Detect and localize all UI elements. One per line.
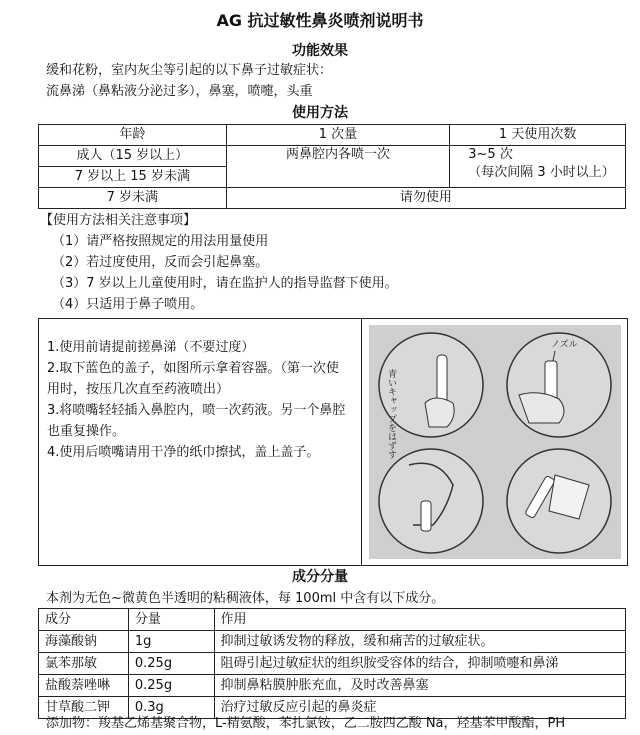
cap-label: 青いキャップをはずす [386, 369, 396, 459]
ingredient-name: 氯苯那敏 [39, 653, 129, 675]
composition-table [38, 608, 626, 719]
table-row [39, 188, 626, 209]
ingredient-name: 甘草酸二钾 [39, 697, 129, 719]
note-item: （1）请严格按照规定的用法用量使用 [52, 234, 269, 249]
times-value: 3~5 次 [468, 147, 513, 162]
table-row [39, 609, 626, 631]
step-item: 2.取下蓝色的盖子，如图所示拿着容器。（第一次使用时，按压几次直至药液喷出） [47, 361, 339, 397]
times-interval: （每次间隔 3 小时以上） [468, 164, 615, 180]
ingredient-name: 海藻酸钠 [39, 631, 129, 653]
ingredient-amount: 0.25g [128, 653, 214, 675]
table-row [39, 631, 626, 653]
note-item: （3）7 岁以上儿童使用时，请在监护人的指导监督下使用。 [52, 276, 398, 291]
effect-line-1: 缓和花粉，室内灰尘等引起的以下鼻子过敏症状： [46, 63, 333, 78]
note-item: （4）只适用于鼻子喷用。 [52, 297, 204, 312]
nozzle-label: ノズル [551, 340, 578, 350]
effect-heading: 功能效果 [292, 43, 348, 59]
hand-icon [425, 398, 454, 427]
notes-heading: 【使用方法相关注意事项】 [40, 213, 197, 228]
table-row [39, 125, 626, 146]
header-daily: 1 天使用次数 [450, 125, 626, 146]
age-under-7: 7 岁未满 [39, 188, 227, 209]
step-item: 3.将喷嘴轻轻插入鼻腔内，喷一次药液。另一个鼻腔也重复操作。 [47, 403, 346, 439]
ingredient-amount: 0.3g [128, 697, 214, 719]
ingredient-effect: 抑制鼻粘膜肿胀充血，及时改善鼻塞 [214, 675, 625, 697]
spray-bottle-icon [437, 355, 447, 405]
usage-heading: 使用方法 [292, 105, 348, 121]
ingredient-amount: 1g [128, 631, 214, 653]
no-use-cell: 请勿使用 [226, 188, 625, 209]
ingredient-effect: 阻碍引起过敏症状的组织胺受容体的结合，抑制喷嚏和鼻涕 [214, 653, 625, 675]
document-title: AG 抗过敏性鼻炎喷剂说明书 [216, 11, 424, 30]
ingredient-name: 盐酸萘唑啉 [39, 675, 129, 697]
effect-line-2: 流鼻涕（鼻粘液分泌过多），鼻塞，喷嚏，头重 [46, 84, 313, 99]
additives-line: 添加物：羧基乙烯基聚合物，L-精氨酸，苯扎氯铵，乙二胺四乙酸 Na，羟基苯甲酸酯，PH [46, 716, 566, 731]
dose-cell: 两鼻腔内各喷一次 [226, 146, 450, 188]
composition-heading: 成分分量 [292, 569, 348, 585]
header-ingredient: 成分 [39, 609, 129, 631]
age-child: 7 岁以上 15 岁未满 [39, 167, 227, 188]
header-amount: 分量 [128, 609, 214, 631]
note-item: （2）若过度使用，反而会引起鼻塞。 [52, 255, 269, 270]
table-row [39, 675, 626, 697]
table-row [39, 653, 626, 675]
usage-illustration [369, 325, 621, 559]
instructions-box [38, 318, 628, 566]
box-divider [361, 319, 362, 565]
step-item: 4.使用后喷嘴请用干净的纸巾擦拭，盖上盖子。 [47, 445, 320, 460]
ingredient-amount: 0.25g [128, 675, 214, 697]
ingredient-effect: 抑制过敏诱发物的释放，缓和痛苦的过敏症状。 [214, 631, 625, 653]
usage-table [38, 124, 626, 209]
header-once: 1 次量 [226, 125, 450, 146]
table-row [39, 146, 626, 167]
ingredient-effect: 治疗过敏反应引起的鼻炎症 [214, 697, 625, 719]
composition-intro: 本剂为无色~微黄色半透明的粘稠液体，每 100ml 中含有以下成分。 [46, 591, 445, 606]
header-effect: 作用 [214, 609, 625, 631]
steps-list [47, 337, 347, 463]
step-item: 1.使用前请提前搓鼻涕（不要过度） [47, 340, 255, 355]
age-adult: 成人（15 岁以上） [39, 146, 227, 167]
spray-bottle-icon [421, 501, 431, 531]
times-cell [450, 146, 626, 188]
header-age: 年龄 [39, 125, 227, 146]
